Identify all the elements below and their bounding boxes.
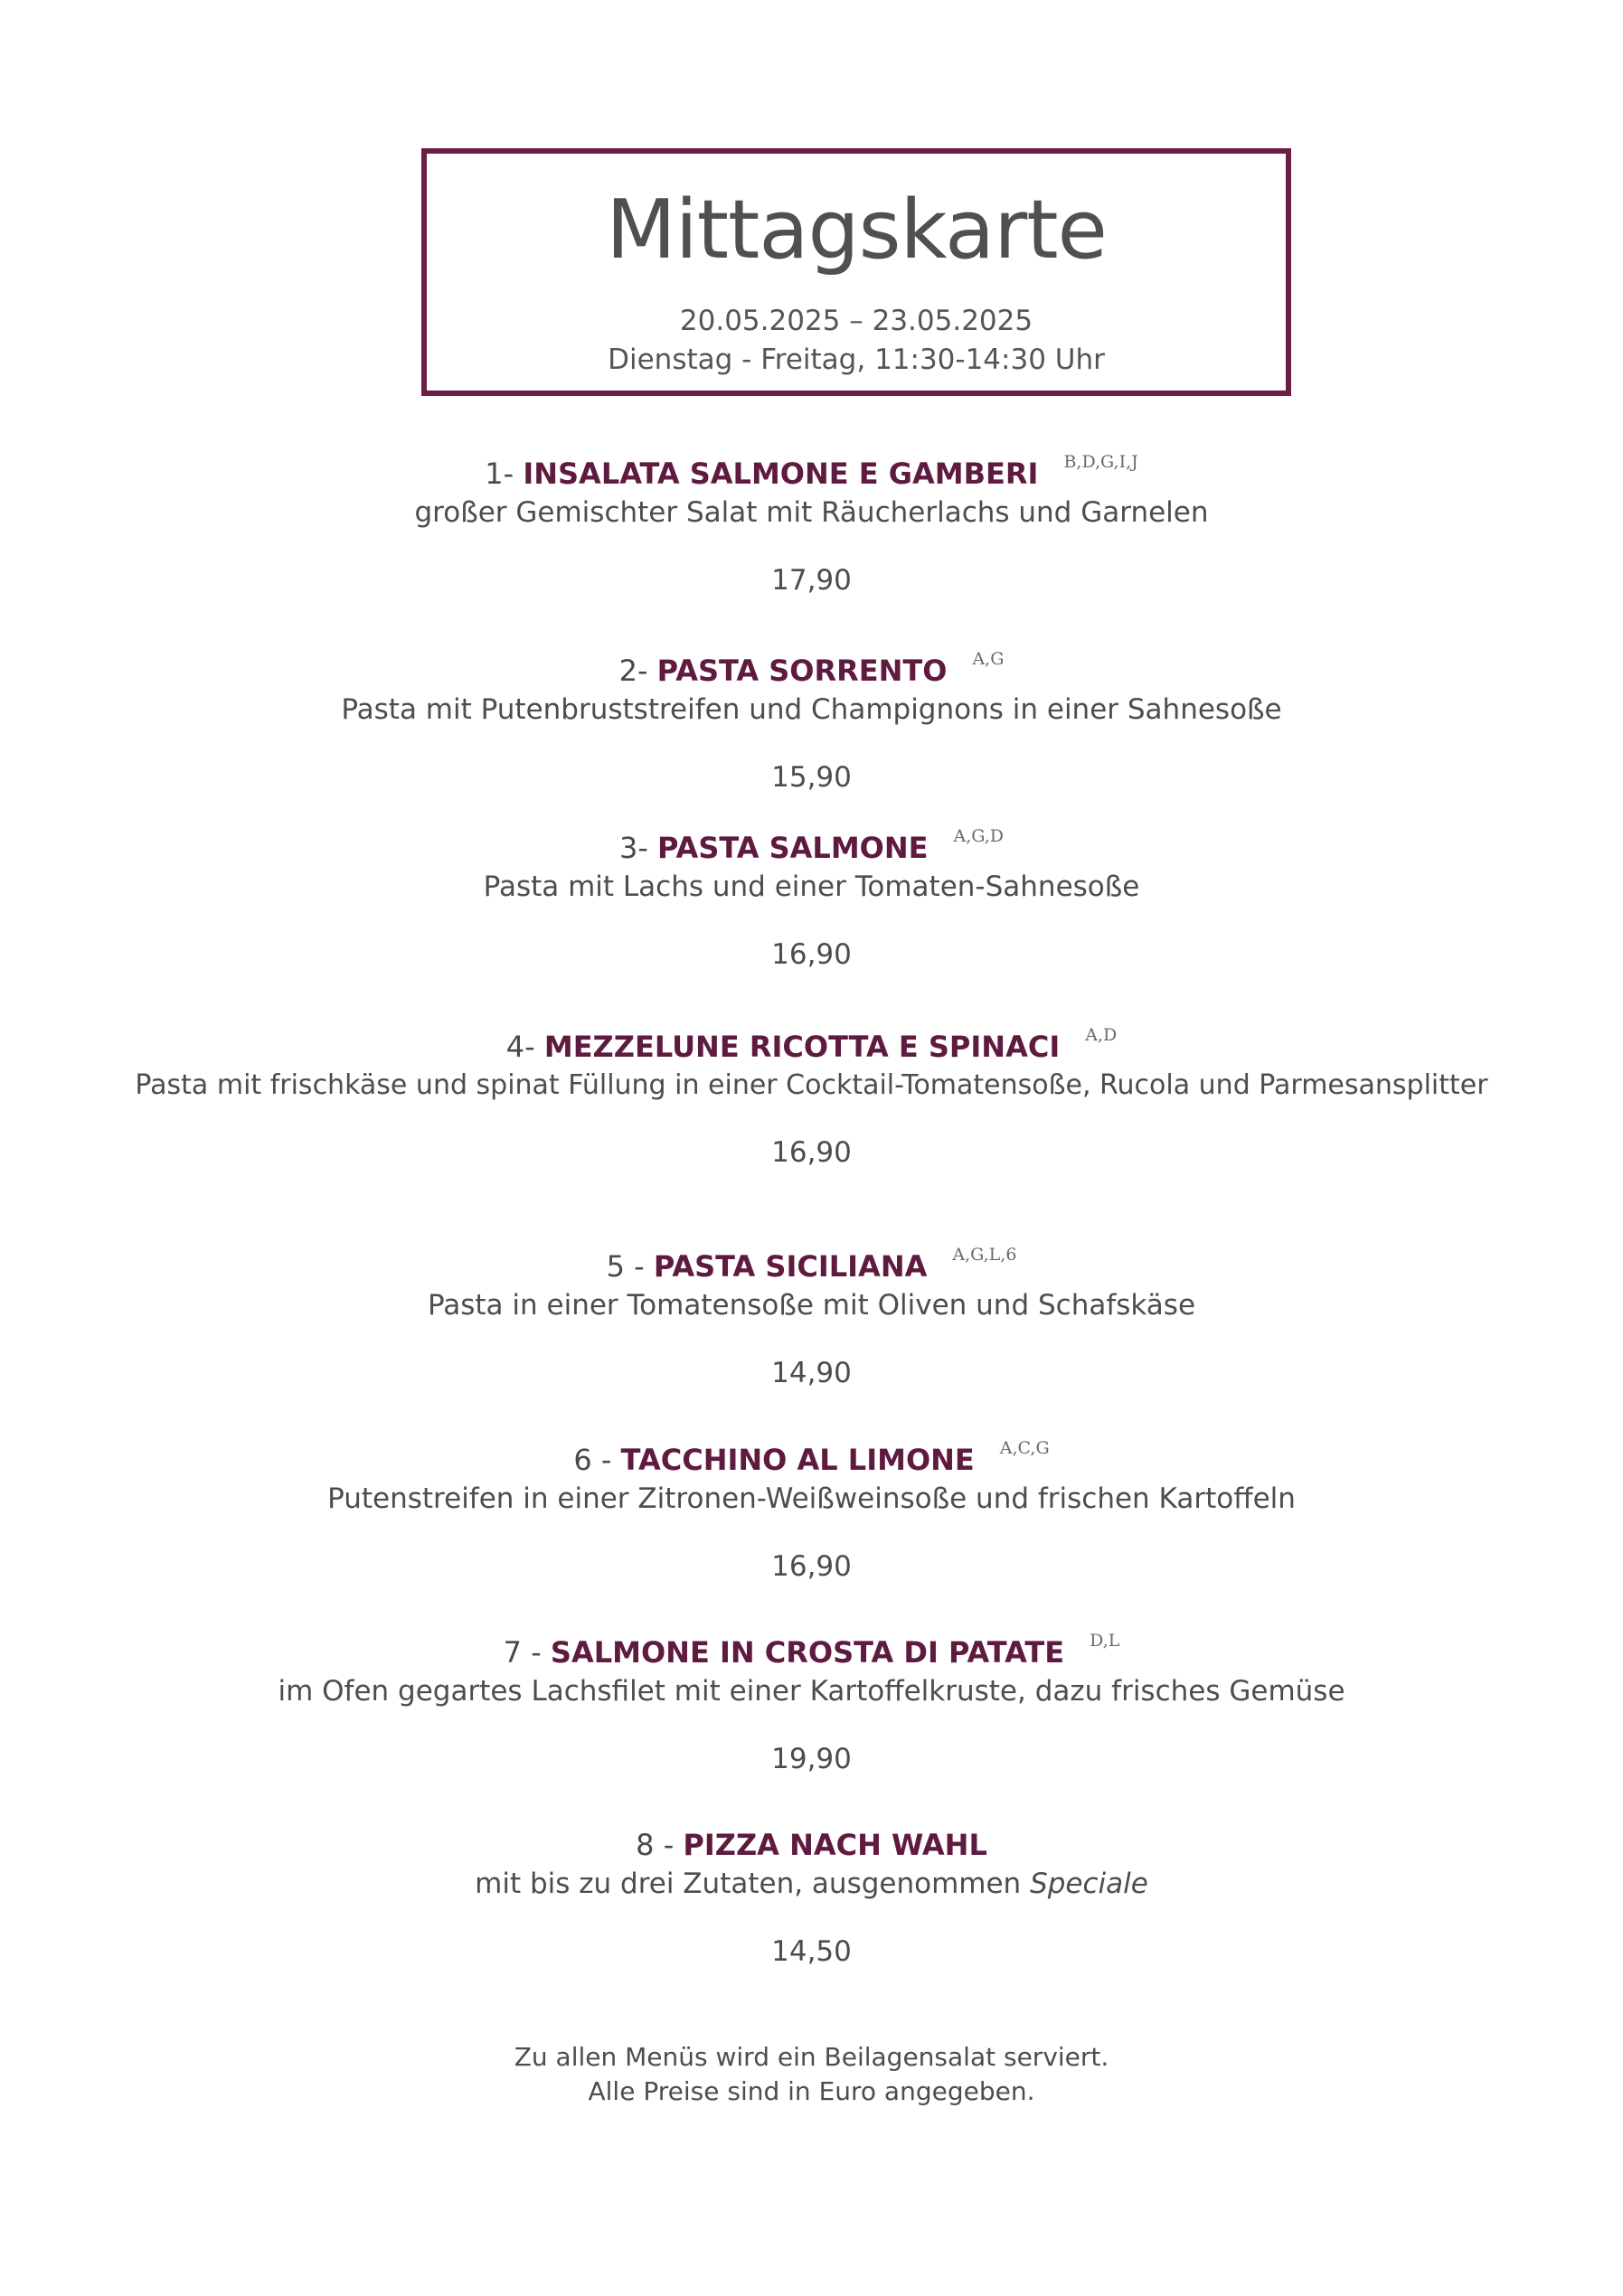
item-description-text: mit bis zu drei Zutaten, ausgenommen [475, 1868, 1031, 1900]
item-price: 16,90 [771, 1550, 852, 1583]
allergen-codes: A,G [972, 649, 1005, 669]
header-box [421, 148, 1291, 396]
item-number: 3- [618, 831, 658, 865]
item-price: 19,90 [771, 1743, 852, 1775]
item-price: 16,90 [771, 1136, 852, 1169]
item-description: Pasta mit Putenbruststreifen und Champignons in einer Sahnesoße [341, 693, 1282, 726]
item-name: PASTA SICILIANA [653, 1249, 928, 1284]
page-title: Mittagskarte [606, 183, 1107, 278]
item-price: 16,90 [771, 938, 852, 971]
item-number: 4- [505, 1030, 544, 1064]
date-range: 20.05.2025 – 23.05.2025 [679, 305, 1033, 337]
item-number: 2- [618, 654, 657, 688]
allergen-codes: D,L [1090, 1631, 1120, 1651]
item-number: 5 - [606, 1249, 654, 1284]
menu-item-2 [0, 649, 1623, 794]
item-description [0, 1870, 1623, 1898]
item-heading [0, 452, 1623, 491]
opening-hours: Dienstag - Freitag, 11:30-14:30 Uhr [608, 343, 1105, 376]
item-heading [0, 1245, 1623, 1284]
item-name: TACCHINO AL LIMONE [620, 1443, 975, 1477]
item-heading [0, 1025, 1623, 1064]
item-heading [0, 1438, 1623, 1477]
item-price: 14,90 [771, 1357, 852, 1389]
item-name: PIZZA NACH WAHL [683, 1828, 987, 1862]
footer-line-1: Zu allen Menüs wird ein Beilagensalat serviert. [514, 2042, 1109, 2072]
item-name: INSALATA SALMONE E GAMBERI [523, 456, 1039, 491]
item-description: Pasta mit frischkäse und spinat Füllung in einer Cocktail-Tomatensoße, Rucola und Parmesansplitter [135, 1069, 1488, 1101]
item-number: 8 - [636, 1828, 684, 1862]
item-price: 14,50 [771, 1935, 852, 1968]
item-price: 15,90 [771, 761, 852, 794]
item-description: Putenstreifen in einer Zitronen-Weißweinsoße und frischen Kartoffeln [327, 1482, 1296, 1515]
footer-note [0, 2040, 1623, 2109]
item-heading [0, 826, 1623, 865]
item-heading [0, 1631, 1623, 1670]
item-description: im Ofen gegartes Lachsfilet mit einer Kartoffelkruste, dazu frisches Gemüse [278, 1675, 1345, 1708]
item-number: 1- [485, 456, 524, 491]
item-price: 17,90 [771, 564, 852, 597]
allergen-codes: B,D,G,I,J [1063, 452, 1138, 472]
item-description: großer Gemischter Salat mit Räucherlachs und Garnelen [414, 496, 1209, 529]
item-name: PASTA SALMONE [657, 831, 929, 865]
item-description: Pasta mit Lachs und einer Tomaten-Sahnesoße [483, 870, 1140, 903]
item-number: 7 - [503, 1635, 551, 1670]
menu-item-3 [0, 826, 1623, 971]
item-heading [0, 1828, 1623, 1862]
item-name: SALMONE IN CROSTA DI PATATE [550, 1635, 1065, 1670]
item-description: Pasta in einer Tomatensoße mit Oliven und Schafskäse [427, 1289, 1196, 1322]
allergen-codes: A,C,G [999, 1438, 1050, 1458]
menu-item-6 [0, 1438, 1623, 1583]
footer-line-2: Alle Preise sind in Euro angegeben. [588, 2076, 1035, 2106]
item-heading [0, 649, 1623, 688]
allergen-codes: A,G,L,6 [952, 1245, 1017, 1265]
allergen-codes: A,D [1085, 1025, 1118, 1045]
item-number: 6 - [573, 1443, 621, 1477]
item-description-italic: Speciale [1030, 1868, 1148, 1900]
item-name: PASTA SORRENTO [656, 654, 948, 688]
item-name: MEZZELUNE RICOTTA E SPINACI [543, 1030, 1061, 1064]
menu-item-4 [0, 1025, 1623, 1169]
menu-item-8 [0, 1830, 1623, 1966]
allergen-codes: A,G,D [953, 826, 1005, 846]
menu-item-1 [0, 452, 1623, 597]
menu-item-5 [0, 1245, 1623, 1389]
menu-item-7 [0, 1631, 1623, 1775]
